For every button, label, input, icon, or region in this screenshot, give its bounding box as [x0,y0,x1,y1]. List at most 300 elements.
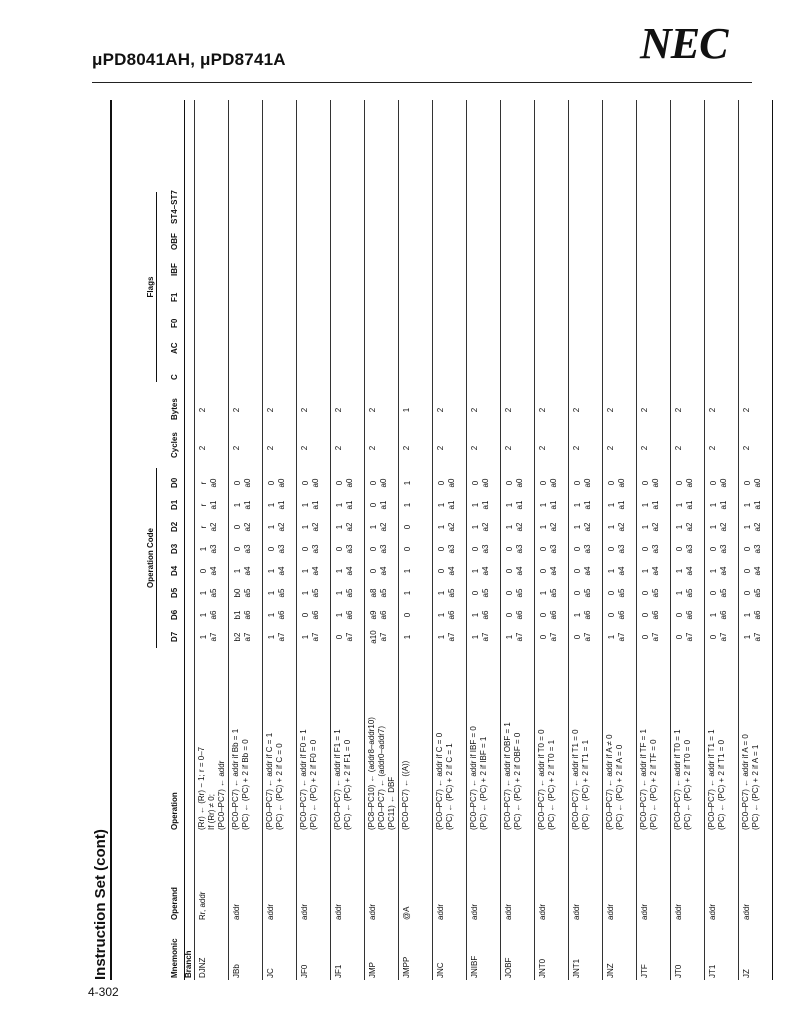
cell-bit-d1: 1 a1 [607,500,626,510]
operation-line: (PC0–PC7) ← ((A)) [401,760,410,830]
cell-bit-d1: 1 a1 [505,500,524,510]
header-flag-6: ST4–ST7 [170,190,179,224]
operation-line: If (Rr) ≠ 0; [207,794,216,830]
cell-cycles: 2 [436,445,445,451]
cell-bit-d5: 1 a5 [437,588,456,598]
cell-operation [367,680,397,830]
cell-bit-d3: 0 a3 [471,544,490,554]
cell-cycles: 2 [742,445,751,451]
cell-bit-d2: 1 a2 [675,522,694,532]
cell-bytes: 2 [572,407,581,413]
cell-bit-d1: 1 [403,502,412,508]
cell-mnemonic: JBb [232,964,241,978]
cell-bit-d6: 0 a6 [641,610,660,620]
operation-line: (PC0–PC7) ← addr if A = 0 [741,734,750,830]
cell-bit-d5: 0 a5 [607,588,626,598]
cell-cycles: 2 [368,445,377,451]
operation-line: (PC) ← (PC) + 2 if F0 = 0 [309,739,318,830]
cell-mnemonic: JZ [742,969,751,978]
cell-bit-d5: 1 a5 [267,588,286,598]
cell-operation [537,680,557,830]
cell-bytes: 2 [504,407,513,413]
cell-cycles: 2 [232,445,241,451]
operation-line: (PC) ← (PC) + 2 if T1 = 1 [581,739,590,830]
cell-bit-d6: 1 a6 [199,610,218,620]
cell-bit-d4: 1 a4 [267,566,286,576]
cell-bit-d0: 0 a0 [369,478,388,488]
cell-operand: @A [402,906,411,920]
operation-line: (PC) ← (PC) + 2 if T0 = 0 [683,739,692,830]
cell-bit-d0: 0 a0 [267,478,286,488]
cell-bit-d4: 1 a4 [233,566,252,576]
table-row [670,100,704,980]
table-row [364,100,398,980]
cell-bit-d3: 0 a3 [369,544,388,554]
cell-bit-d3: 0 a3 [573,544,592,554]
header-rule [92,82,752,83]
cell-operation [605,680,625,830]
operation-line: (PC0–PC7) ← addr if A ≠ 0 [605,734,614,830]
cell-operation [741,680,761,830]
operation-line: (PC) ← (PC) + 2 if C = 1 [445,743,454,830]
cell-bit-d4: 0 a4 [199,566,218,576]
cell-bit-d0: 0 a0 [743,478,762,488]
header-bit-d3: D3 [170,543,179,554]
table-row [602,100,636,980]
cell-bit-d6: 0 a6 [539,610,558,620]
cell-bit-d7: 1 a7 [199,632,218,642]
cell-bit-d3: 0 a3 [641,544,660,554]
cell-bit-d2: 1 a2 [437,522,456,532]
cell-bit-d5: 0 a5 [709,588,728,598]
cell-bit-d7: 1 a7 [267,632,286,642]
cell-operation [299,680,319,830]
cell-operand: addr [674,903,683,920]
table-row [738,100,772,980]
cell-bytes: 2 [606,407,615,413]
cell-bit-d5: b0 a5 [233,588,252,598]
cell-bytes: 2 [742,407,751,413]
cell-mnemonic: JF1 [334,964,343,978]
cell-cycles: 2 [266,445,275,451]
cell-bit-d0: 0 a0 [573,478,592,488]
cell-bit-d0: 0 a0 [641,478,660,488]
cell-bit-d3: 0 a3 [437,544,456,554]
cell-bit-d5: 0 a5 [641,588,660,598]
cell-bit-d6: b1 a6 [233,610,252,620]
cell-operation [503,680,523,830]
table-row [500,100,534,980]
cell-bytes: 2 [708,407,717,413]
cell-bit-d7: 0 a7 [335,632,354,642]
cell-bit-d0: 0 a0 [471,478,490,488]
cell-bit-d2: 1 a2 [471,522,490,532]
header-bytes: Bytes [170,398,179,420]
cell-bit-d0: 0 a0 [539,478,558,488]
header-flag-1: AC [170,342,179,354]
cell-mnemonic: JNT1 [572,958,581,978]
operation-line: (PC) ← (PC) + 2 if A = 1 [751,744,760,830]
cell-bit-d2: 1 a2 [267,522,286,532]
header-flag-2: F0 [170,318,179,328]
cell-bit-d5: 1 a5 [335,588,354,598]
cell-mnemonic: DJNZ [198,957,207,978]
cell-bit-d4: 0 a4 [437,566,456,576]
cell-mnemonic: JC [266,968,275,978]
cell-cycles: 2 [470,445,479,451]
cell-operand: addr [640,903,649,920]
cell-bit-d4: 0 a4 [743,566,762,576]
cell-bit-d6: 1 a6 [335,610,354,620]
header-bit-d2: D2 [170,521,179,532]
cell-operand: addr [436,903,445,920]
cell-bit-d6: 0 a6 [301,610,320,620]
cell-bit-d7: 1 a7 [743,632,762,642]
group-label: Branch [184,950,193,978]
cell-bit-d7: 1 a7 [505,632,524,642]
cell-operand: addr [334,903,343,920]
header-operation-code: Operation Code [146,468,157,648]
cell-mnemonic: JNC [436,962,445,978]
cell-bit-d2: 1 a2 [573,522,592,532]
cell-bit-d2: 1 a2 [301,522,320,532]
header-operand: Operand [170,887,179,920]
cell-cycles: 2 [572,445,581,451]
operation-line: (PC11) ← DBF [387,776,396,830]
cell-bit-d7: 1 a7 [607,632,626,642]
cell-bit-d1: 1 a1 [471,500,490,510]
table-row [432,100,466,980]
operation-line: (PC8–PC10) ← (addr8–addr10) [367,717,376,830]
cell-operation [333,680,353,830]
operation-line: (PC0–PC7) ← addr if T1 = 0 [571,729,580,830]
header-bit-d6: D6 [170,609,179,620]
cell-bytes: 2 [198,407,207,413]
cell-bit-d4: 1 a4 [641,566,660,576]
cell-bit-d3: 0 a3 [539,544,558,554]
rotated-table-area [92,100,762,980]
cell-bit-d1: 0 a1 [369,500,388,510]
cell-bit-d1: 1 a1 [301,500,320,510]
cell-operation [469,680,489,830]
instruction-table [92,100,762,980]
header-cycles: Cycles [170,432,179,458]
cell-bytes: 2 [266,407,275,413]
header-bit-d7: D7 [170,631,179,642]
cell-cycles: 2 [300,445,309,451]
cell-bit-d5: 1 a5 [539,588,558,598]
cell-operation [673,680,693,830]
cell-bit-d2: 1 a2 [369,522,388,532]
cell-bit-d4: 1 a4 [675,566,694,576]
header-flag-4: IBF [170,263,179,276]
cell-bit-d4: 1 a4 [471,566,490,576]
cell-bit-d6: 1 a6 [709,610,728,620]
cell-operand: addr [266,903,275,920]
cell-bit-d7: 1 [403,634,412,640]
cell-bit-d5: 0 a5 [471,588,490,598]
cell-bit-d3: 0 a3 [301,544,320,554]
cell-operation [639,680,659,830]
cell-bit-d7: 1 a7 [301,632,320,642]
header-mnemonic: Mnemonic [170,938,179,978]
cell-bit-d5: 1 a5 [675,588,694,598]
cell-cycles: 2 [538,445,547,451]
cell-bytes: 1 [402,407,411,413]
cell-operand: addr [742,903,751,920]
cell-operand: addr [470,903,479,920]
header-flags: Flags [146,192,157,382]
operation-line: (PC) ← (PC) + 2 if TF = 0 [649,739,658,830]
cell-bit-d0: 0 a0 [233,478,252,488]
header-operation: Operation [170,792,179,830]
cell-bytes: 2 [368,407,377,413]
cell-operation [707,680,727,830]
table-row [194,100,228,980]
table-row [636,100,670,980]
operation-line: (PC0–PC7) ← addr if OBF = 1 [503,722,512,830]
cell-bit-d1: 1 a1 [675,500,694,510]
cell-bit-d6: 0 a6 [675,610,694,620]
cell-bit-d5: 0 a5 [573,588,592,598]
nec-logo: NEC [640,19,728,68]
operation-line: (PC0–PC7) ← addr if Bb = 1 [231,728,240,830]
cell-bit-d7: 0 a7 [539,632,558,642]
operation-line: (PC) ← (PC) + 2 if A = 0 [615,744,624,830]
operation-line: (PC0–PC7) ← addr [217,760,226,830]
cell-bit-d3: 0 [403,546,412,552]
cell-cycles: 2 [606,445,615,451]
cell-bit-d1: 1 a1 [437,500,456,510]
cell-bit-d6: 1 a6 [743,610,762,620]
cell-bit-d1: 1 a1 [709,500,728,510]
cell-bit-d1: 1 a1 [641,500,660,510]
cell-mnemonic: JOBF [504,957,513,978]
cell-bit-d3: 1 a3 [199,544,218,554]
cell-bit-d4: 1 a4 [335,566,354,576]
cell-bit-d2: 1 a2 [709,522,728,532]
table-row [262,100,296,980]
cell-cycles: 2 [198,445,207,451]
cell-bit-d0: 1 [403,480,412,486]
cell-bit-d0: 0 a0 [335,478,354,488]
operation-line: (PC0–PC7) ← (addr0–addr7) [377,725,386,830]
cell-bit-d6: 0 a6 [607,610,626,620]
cell-bit-d3: 0 a3 [267,544,286,554]
operation-line: (PC) ← (PC) + 2 if OBF = 0 [513,732,522,830]
header-bit-d4: D4 [170,565,179,576]
cell-bytes: 2 [674,407,683,413]
cell-bit-d3: 0 a3 [607,544,626,554]
cell-cycles: 2 [334,445,343,451]
cell-bit-d3: 0 a3 [709,544,728,554]
cell-bit-d5: 0 a5 [505,588,524,598]
cell-bit-d4: 1 a4 [709,566,728,576]
cell-bit-d2: 1 a2 [641,522,660,532]
header-bit-d5: D5 [170,587,179,598]
cell-operand: addr [606,903,615,920]
cell-bit-d7: 0 a7 [641,632,660,642]
cell-operand: addr [504,903,513,920]
cell-operation [435,680,455,830]
cell-bit-d5: 1 a5 [301,588,320,598]
cell-operand: addr [538,903,547,920]
operation-line: (PC0–PC7) ← addr if C = 1 [265,732,274,830]
cell-bit-d5: a8 a5 [369,588,388,598]
cell-bit-d7: a10 a7 [369,630,388,644]
cell-cycles: 2 [640,445,649,451]
cell-mnemonic: JNZ [606,963,615,978]
cell-bytes: 2 [538,407,547,413]
table-bottom-rule [772,100,773,980]
cell-bit-d5: 0 a5 [743,588,762,598]
cell-bit-d1: 1 a1 [267,500,286,510]
cell-bit-d0: 0 a0 [505,478,524,488]
cell-operation [571,680,591,830]
cell-cycles: 2 [402,445,411,451]
cell-bit-d1: 1 a1 [573,500,592,510]
cell-bit-d2: 1 a2 [335,522,354,532]
table-row [330,100,364,980]
cell-bit-d3: 0 a3 [233,544,252,554]
cell-bit-d6: 1 a6 [471,610,490,620]
cell-bit-d7: 0 a7 [675,632,694,642]
operation-line: (PC) ← (PC) + 2 if IBF = 1 [479,736,488,830]
cell-bit-d1: r a1 [199,500,218,510]
cell-operand: addr [368,903,377,920]
table-row [296,100,330,980]
cell-operand: addr [232,903,241,920]
cell-bit-d3: 0 a3 [335,544,354,554]
cell-bit-d6: 0 a6 [505,610,524,620]
cell-mnemonic: JNIBF [470,955,479,978]
cell-bit-d0: r a0 [199,478,218,488]
cell-bit-d1: 1 a1 [233,500,252,510]
cell-bit-d7: 0 a7 [573,632,592,642]
cell-bit-d4: 0 a4 [369,566,388,576]
operation-line: (PC0–PC7) ← addr if T0 = 1 [673,729,682,830]
cell-bit-d3: 0 a3 [743,544,762,554]
document-title: μPD8041AH, μPD8741A [92,50,286,69]
cell-mnemonic: JTF [640,964,649,978]
operation-line: (PC0–PC7) ← addr if TF = 1 [639,729,648,830]
cell-operand: addr [572,903,581,920]
cell-bit-d7: 1 a7 [471,632,490,642]
cell-bit-d3: 0 a3 [505,544,524,554]
cell-bit-d2: 1 a2 [607,522,626,532]
table-row [466,100,500,980]
operation-line: (PC0–PC7) ← addr if T1 = 1 [707,729,716,830]
cell-bit-d6: a9 a6 [369,610,388,620]
cell-bytes: 2 [436,407,445,413]
cell-bit-d2: r a2 [199,522,218,532]
cell-bit-d2: 0 a2 [233,522,252,532]
cell-bit-d1: 1 a1 [539,500,558,510]
cell-cycles: 2 [504,445,513,451]
cell-bytes: 2 [232,407,241,413]
table-row [568,100,602,980]
cell-bit-d3: 0 a3 [675,544,694,554]
cell-bytes: 2 [640,407,649,413]
operation-line: (PC) ← (PC) + 2 if T0 = 1 [547,739,556,830]
cell-bit-d0: 0 a0 [675,478,694,488]
cell-bit-d4: 1 a4 [607,566,626,576]
cell-bit-d4: 0 a4 [505,566,524,576]
cell-operand: Rr, addr [198,891,207,920]
cell-bit-d4: 0 a4 [573,566,592,576]
cell-bit-d7: 0 a7 [709,632,728,642]
cell-operation [231,680,251,830]
cell-bytes: 2 [334,407,343,413]
cell-bit-d4: 1 a4 [301,566,320,576]
operation-line: (PC) ← (PC) + 2 if Bb = 0 [241,739,250,830]
cell-mnemonic: JT0 [674,964,683,978]
table-body [184,100,772,980]
table-title: Instruction Set (cont) [92,829,109,980]
cell-bit-d0: 0 a0 [437,478,456,488]
operation-line: (PC0–PC7) ← addr if T0 = 0 [537,729,546,830]
cell-operation [197,680,227,830]
cell-bit-d0: 0 a0 [607,478,626,488]
cell-mnemonic: JF0 [300,964,309,978]
cell-bit-d5: 1 a5 [199,588,218,598]
operation-line: (PC) ← (PC) + 2 if F1 = 0 [343,739,352,830]
cell-operand: addr [300,903,309,920]
operation-line: (PC) ← (PC) + 2 if C = 0 [275,743,284,830]
operation-line: (Rr) ← (Rr) − 1; r = 0–7 [197,746,206,830]
header-flag-0: C [170,374,179,380]
cell-bit-d1: 1 a1 [335,500,354,510]
cell-operand: addr [708,903,717,920]
cell-cycles: 2 [674,445,683,451]
cell-mnemonic: JMP [368,962,377,978]
cell-bytes: 2 [300,407,309,413]
header-bit-d0: D0 [170,477,179,488]
page-number: 4-302 [88,985,119,999]
cell-bit-d2: 1 a2 [539,522,558,532]
table-row [704,100,738,980]
cell-bit-d6: 1 a6 [573,610,592,620]
table-row [228,100,262,980]
cell-bit-d5: 1 [403,590,412,596]
table-header [110,100,185,980]
cell-bit-d6: 1 a6 [437,610,456,620]
cell-mnemonic: JNT0 [538,958,547,978]
cell-bit-d4: 1 [403,568,412,574]
cell-mnemonic: JMPP [402,956,411,978]
operation-line: (PC0–PC7) ← addr if IBF = 0 [469,726,478,830]
cell-bit-d7: 1 a7 [437,632,456,642]
cell-bit-d2: 0 [403,524,412,530]
cell-bit-d6: 1 a6 [267,610,286,620]
operation-line: (PC0–PC7) ← addr if F0 = 1 [299,729,308,830]
cell-bit-d1: 1 a1 [743,500,762,510]
operation-line: (PC) ← (PC) + 2 if T1 = 0 [717,739,726,830]
header-flag-3: F1 [170,292,179,302]
cell-bit-d0: 0 a0 [301,478,320,488]
cell-bit-d6: 0 [403,612,412,618]
cell-operation [401,680,411,830]
cell-cycles: 2 [708,445,717,451]
header-bit-d1: D1 [170,499,179,510]
cell-bit-d2: 1 a2 [505,522,524,532]
cell-bit-d2: 1 a2 [743,522,762,532]
header-flag-5: OBF [170,233,179,250]
operation-line: (PC0–PC7) ← addr if F1 = 1 [333,729,342,830]
cell-bit-d4: 0 a4 [539,566,558,576]
cell-mnemonic: JT1 [708,964,717,978]
table-row [534,100,568,980]
